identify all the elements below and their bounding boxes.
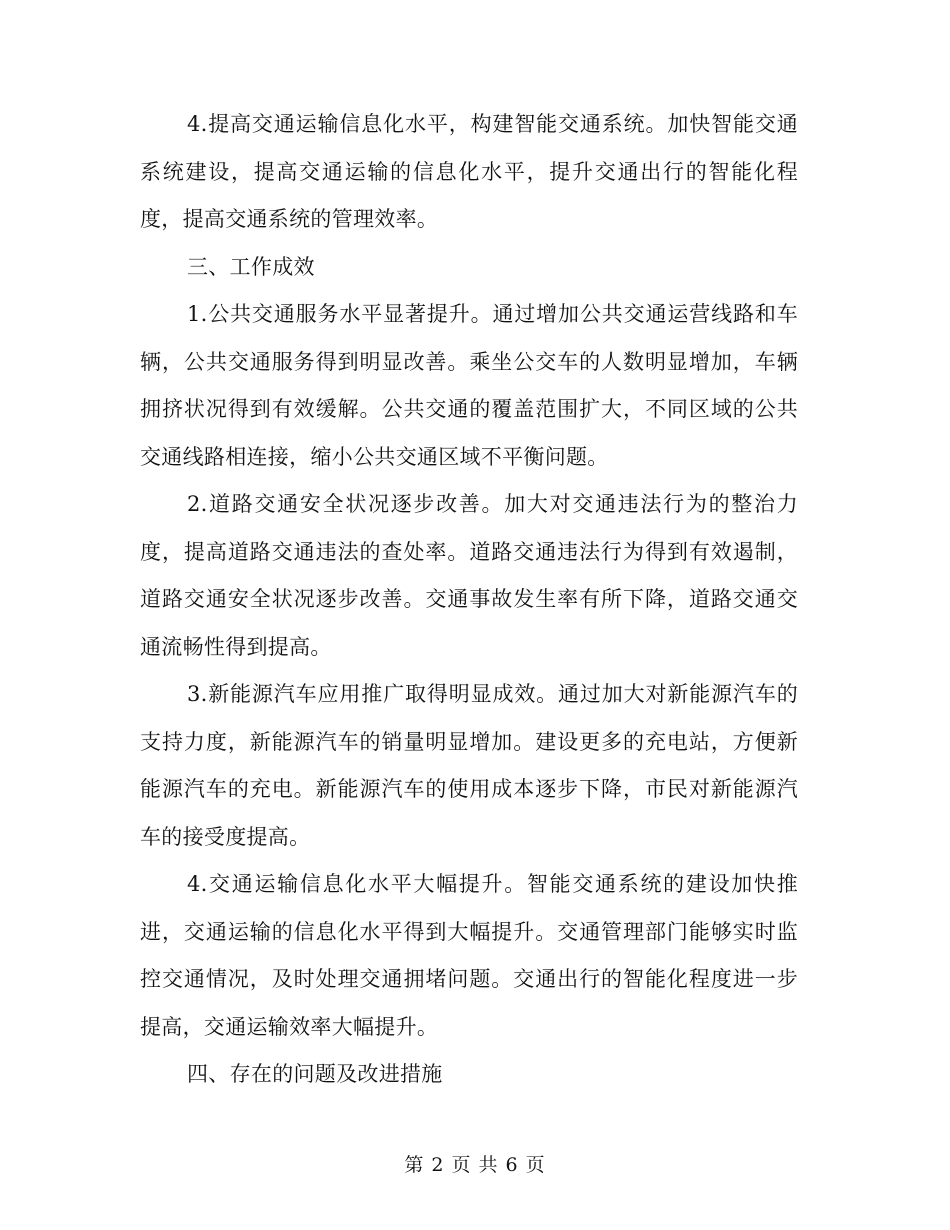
paragraph-public-transport: 1.公共交通服务水平显著提升。通过增加公共交通运营线路和车辆，公共交通服务得到明显改善。乘坐公交车的人数明显增加，车辆拥挤状况得到有效缓解。公共交通的覆盖范围扩大，不同区域的公共交通线路相连接，缩小公共交通区域不平衡问题。 [140, 302, 798, 469]
paragraph-info-system: 4.提高交通运输信息化水平，构建智能交通系统。加快智能交通系统建设，提高交通运输的信息化水平，提升交通出行的智能化程度，提高交通系统的管理效率。 [140, 112, 798, 231]
paragraph-new-energy-vehicles: 3.新能源汽车应用推广取得明显成效。通过加大对新能源汽车的支持力度，新能源汽车的销量明显增加。建设更多的充电站，方便新能源汽车的充电。新能源汽车的使用成本逐步下降，市民对新能源汽车的接受度提高。 [140, 682, 798, 849]
section-heading-results: 三、工作成效 [187, 254, 315, 279]
paragraph-informatization: 4.交通运输信息化水平大幅提升。智能交通系统的建设加快推进，交通运输的信息化水平得到大幅提升。交通管理部门能够实时监控交通情况，及时处理交通拥堵问题。交通出行的智能化程度进一步提高，交通运输效率大幅提升。 [140, 872, 798, 1039]
page-footer [0, 1150, 950, 1177]
document-body [140, 101, 798, 1099]
page-number: 第 2 页 共 6 页 [404, 1154, 546, 1176]
section-heading-problems: 四、存在的问题及改进措施 [187, 1062, 443, 1086]
paragraph-road-safety: 2.道路交通安全状况逐步改善。加大对交通违法行为的整治力度，提高道路交通违法的查处率。道路交通违法行为得到有效遏制，道路交通安全状况逐步改善。交通事故发生率有所下降，道路交通交通流畅性得到提高。 [140, 492, 798, 659]
